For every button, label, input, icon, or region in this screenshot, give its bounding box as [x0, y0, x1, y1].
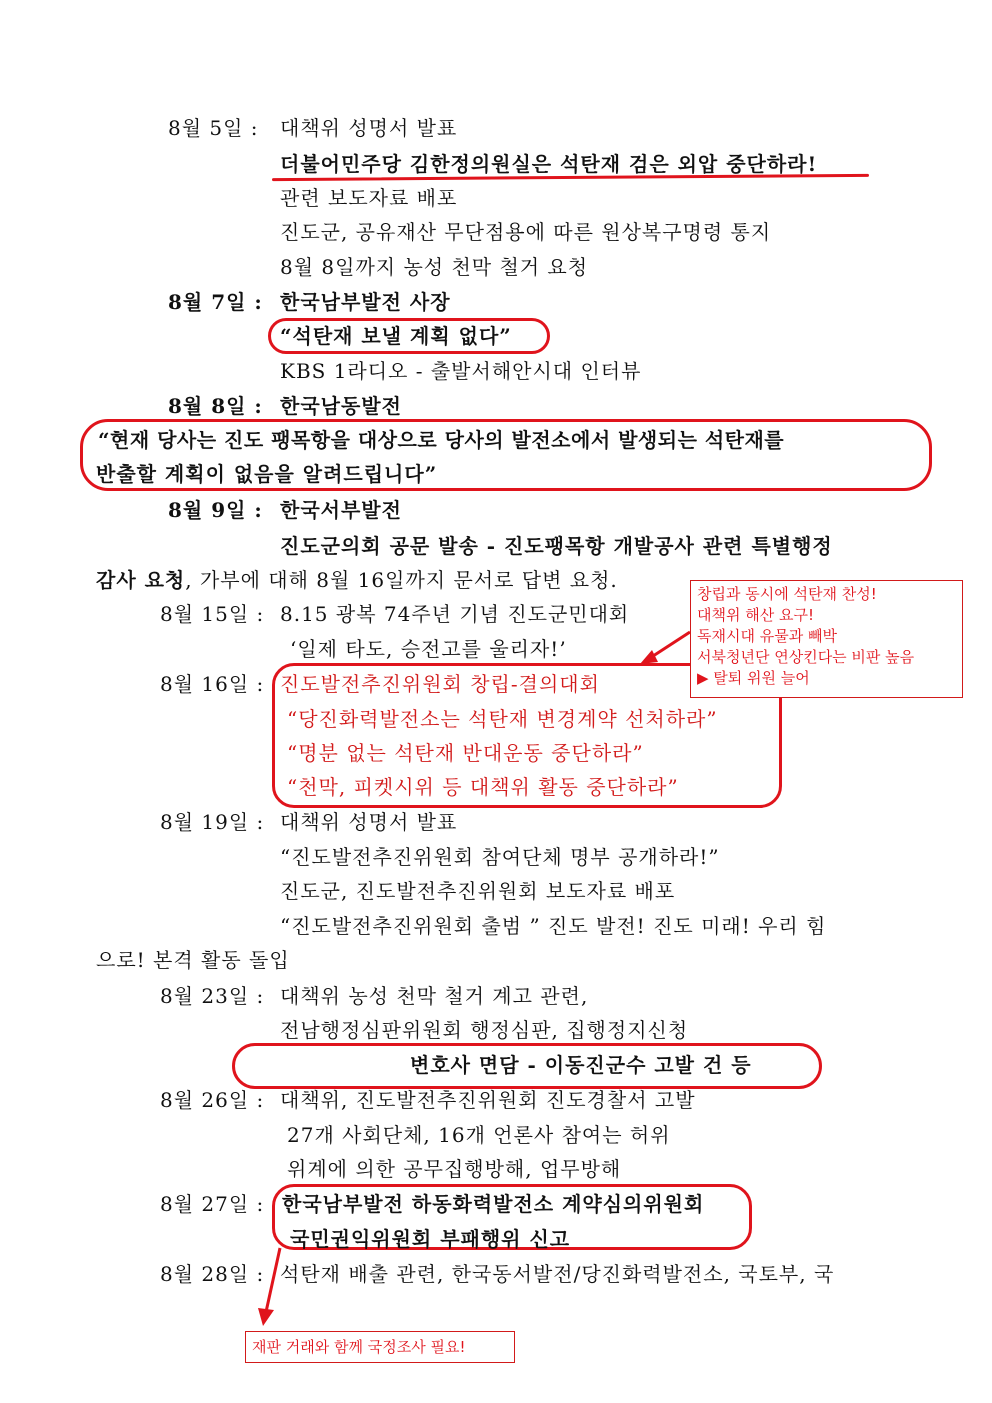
entry-text: 한국서부발전 — [280, 498, 402, 522]
date-aug-26: 8월 26일 : — [160, 1088, 265, 1112]
entry-text: ‘일제 타도, 승전고를 울리자!’ — [290, 637, 567, 661]
date-aug-9: 8월 9일 : — [168, 498, 263, 522]
entry-text: 대책위, 진도발전추진위원회 진도경찰서 고발 — [280, 1088, 696, 1112]
entry-text-highlight: 더불어민주당 김한정의원실은 석탄재 검은 외압 중단하라! — [280, 152, 818, 176]
entry-text: 대책위 성명서 발표 — [280, 810, 458, 834]
entry-quote: “석탄재 보낼 계획 없다” — [280, 324, 512, 348]
entry-text: 대책위 성명서 발표 — [280, 116, 458, 140]
date-aug-28: 8월 28일 : — [160, 1262, 265, 1286]
date-aug-5: 8월 5일 : — [168, 116, 259, 140]
note-line: 재판 거래와 함께 국정조사 필요! — [252, 1338, 466, 1356]
entry-quote-red: “천막, 피켓시위 등 대책위 활동 중단하라” — [287, 775, 679, 799]
entry-text: 감사 요청 — [96, 568, 186, 592]
note-line: 독재시대 유물과 빼박 — [697, 627, 837, 645]
arrow-line — [650, 632, 690, 658]
entry-text: 으로! 본격 활동 돌입 — [96, 948, 290, 972]
entry-text: “진도발전추진위원회 출범 ” 진도 발전! 진도 미래! 우리 힘 — [280, 914, 827, 938]
arrow-line — [266, 1248, 280, 1312]
date-aug-8: 8월 8일 : — [168, 394, 263, 418]
entry-text: 변호사 면담 - 이동진군수 고발 건 등 — [410, 1053, 752, 1077]
note-line: ▶ 탈퇴 위원 늘어 — [697, 669, 810, 687]
entry-text: 한국남부발전 하동화력발전소 계약심의위원회 — [282, 1192, 705, 1216]
entry-text: 위계에 의한 공무집행방해, 업무방해 — [287, 1157, 622, 1181]
entry-text: 관련 보도자료 배포 — [280, 186, 458, 210]
entry-text: KBS 1라디오 - 출발서해안시대 인터뷰 — [280, 359, 642, 383]
date-aug-16: 8월 16일 : — [160, 672, 265, 696]
entry-quote: 반출할 계획이 없음을 알려드립니다” — [96, 462, 438, 486]
entry-text-red: 진도발전추진위원회 창립-결의대회 — [280, 672, 600, 696]
note-line: 서북청년단 연상킨다는 비판 높음 — [697, 648, 915, 666]
date-aug-27: 8월 27일 : — [160, 1192, 265, 1216]
entry-text: 27개 사회단체, 16개 언론사 참여는 허위 — [287, 1123, 671, 1147]
entry-quote: “현재 당사는 진도 팽목항을 대상으로 당사의 발전소에서 발생되는 석탄재를 — [98, 428, 785, 452]
note-line: 대책위 해산 요구! — [697, 606, 814, 624]
entry-text: , 가부에 대해 8월 16일까지 문서로 답변 요청. — [185, 568, 618, 592]
entry-text: 석탄재 배출 관련, 한국동서발전/당진화력발전소, 국토부, 국 — [280, 1262, 835, 1286]
entry-quote-red: “당진화력발전소는 석탄재 변경계약 선처하라” — [287, 707, 718, 731]
date-aug-23: 8월 23일 : — [160, 984, 265, 1008]
entry-text: 8월 8일까지 농성 천막 철거 요청 — [280, 255, 589, 279]
date-aug-7: 8월 7일 : — [168, 290, 263, 314]
entry-text: 한국남부발전 사장 — [280, 290, 451, 314]
entry-quote-red: “명분 없는 석탄재 반대운동 중단하라” — [287, 741, 644, 765]
date-aug-15: 8월 15일 : — [160, 602, 265, 626]
date-aug-19: 8월 19일 : — [160, 810, 265, 834]
entry-text: 진도군, 공유재산 무단점용에 따른 원상복구명령 통지 — [280, 220, 772, 244]
entry-text: 8.15 광복 74주년 기념 진도군민대회 — [280, 602, 630, 626]
entry-text: “진도발전추진위원회 참여단체 명부 공개하라!” — [280, 845, 720, 869]
arrow-head-icon — [640, 650, 658, 664]
entry-text: 국민권익위원회 부패행위 신고 — [290, 1227, 571, 1251]
entry-text: 진도군의회 공문 발송 - 진도팽목항 개발공사 관련 특별행정 — [280, 534, 833, 558]
note-line: 창립과 동시에 석탄재 찬성! — [697, 585, 877, 603]
arrow-head-icon — [258, 1308, 274, 1326]
entry-text: 전남행정심판위원회 행정심판, 집행정지신청 — [280, 1018, 689, 1042]
entry-text: 대책위 농성 천막 철거 계고 관련, — [280, 984, 589, 1008]
entry-text: 한국남동발전 — [280, 394, 402, 418]
entry-text: 진도군, 진도발전추진위원회 보도자료 배포 — [280, 879, 676, 903]
